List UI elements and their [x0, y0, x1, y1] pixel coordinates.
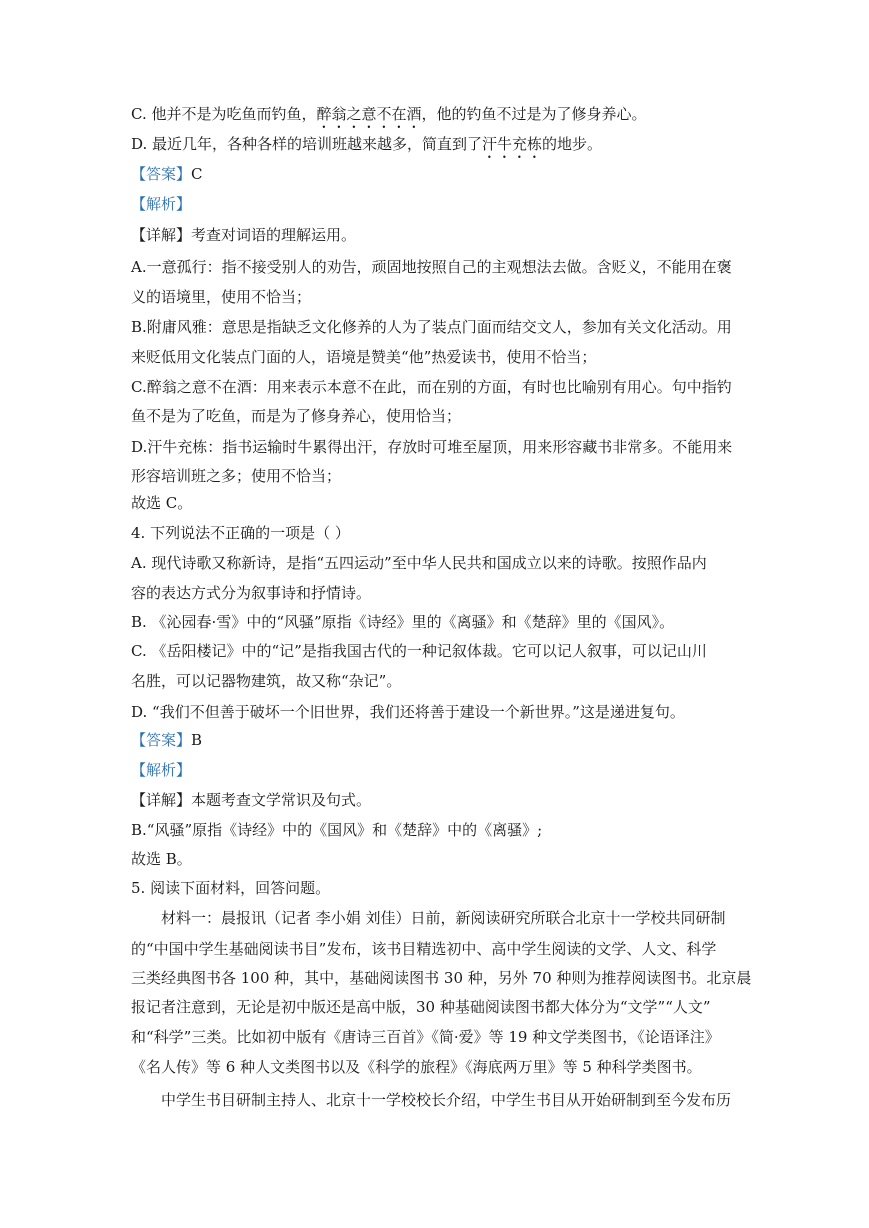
q4-analysis-label: 【解析】	[131, 761, 192, 779]
q4-detail: 【详解】本题考查文学常识及句式。	[131, 791, 372, 809]
q4-option-line: 名胜，可以记器物建筑，故又称“杂记”。	[131, 672, 402, 690]
q5-paragraph-line: 报记者注意到，无论是初中版还是高中版，30 种基础阅读图书都大体分为“文学”“人文”	[131, 998, 711, 1016]
q5-stem: 5. 阅读下面材料，回答问题。	[131, 879, 331, 897]
q3-explain-line: 形容培训班之多；使用不恰当；	[131, 467, 342, 485]
q3-option-c: C. 他并不是为吃鱼而钓鱼，醉翁之意不在酒，他的钓鱼不过是为了修身养心。	[131, 105, 647, 123]
q3-explain-line: 义的语境里，使用不恰当；	[131, 288, 312, 306]
q4-answer: 【答案】B	[131, 731, 203, 749]
q3-option-d: D. 最近几年，各种各样的培训班越来越多，简直到了汗牛充栋的地步。	[131, 135, 603, 153]
q4-option-line: B. 《沁园春·雪》中的“风骚”原指《诗经》里的《离骚》和《楚辞》里的《国风》。	[131, 613, 675, 631]
q3-conclusion: 故选 C。	[131, 494, 193, 512]
q5-paragraph-line: 和“科学”三类。比如初中版有《唐诗三百首》《简·爱》等 19 种文学类图书，《论语译注》	[131, 1028, 720, 1046]
emphasized-phrase: 汗牛充栋	[482, 135, 543, 153]
q5-paragraph-line: 的“中国中学生基础阅读书目”发布，该书目精选初中、高中学生阅读的文学、人文、科学	[131, 940, 717, 958]
q4-stem: 4. 下列说法不正确的一项是（ ）	[131, 524, 350, 542]
q3-explain-line: A.一意孤行：指不接受别人的劝告，顽固地按照自己的主观想法去做。含贬义，不能用在褒	[131, 258, 732, 276]
q4-option-line: D. “我们不但善于破坏一个旧世界，我们还将善于建设一个新世界。”这是递进复句。	[131, 703, 685, 721]
q4-conclusion: 故选 B。	[131, 850, 192, 868]
q3-explain-line: D.汗牛充栋：指书运输时牛累得出汗，存放时可堆至屋顶，用来形容藏书非常多。不能用来	[131, 438, 733, 456]
q3-answer: 【答案】C	[131, 165, 203, 183]
q3-explain-line: B.附庸风雅：意思是指缺乏文化修养的人为了装点门面而结交文人，参加有关文化活动。用	[131, 318, 732, 336]
emphasized-phrase: 醉翁之意不在酒	[316, 105, 422, 123]
q5-paragraph2-line: 中学生书目研制主持人、北京十一学校校长介绍，中学生书目从开始研制到至今发布历	[161, 1091, 732, 1109]
q4-option-line: C. 《岳阳楼记》中的“记”是指我国古代的一种记叙体裁。它可以记人叙事，可以记山川	[131, 642, 707, 660]
q3-explain-line: 来贬低用文化装点门面的人，语境是赞美“他”热爱读书，使用不恰当；	[131, 348, 597, 366]
q5-paragraph-line: 材料一：晨报讯（记者 李小娟 刘佳）日前，新阅读研究所联合北京十一学校共同研制	[161, 909, 726, 927]
q5-paragraph-line: 《名人传》等 6 种人文类图书以及《科学的旅程》《海底两万里》等 5 种科学类图书。	[131, 1058, 702, 1076]
q3-detail: 【详解】考查对词语的理解运用。	[131, 226, 357, 244]
q4-option-line: 容的表达方式分为叙事诗和抒情诗。	[131, 584, 372, 602]
q3-explain-line: C.醉翁之意不在酒：用来表示本意不在此，而在别的方面，有时也比喻别有用心。句中指钓	[131, 378, 732, 396]
q5-paragraph-line: 三类经典图书各 100 种，其中，基础阅读图书 30 种，另外 70 种则为推荐阅读图书。北京晨	[131, 969, 752, 987]
q3-analysis-label: 【解析】	[131, 195, 192, 213]
q4-option-line: A. 现代诗歌又称新诗，是指“五四运动”至中华人民共和国成立以来的诗歌。按照作品内	[131, 554, 707, 572]
q4-explain-line: B.“风骚”原指《诗经》中的《国风》和《楚辞》中的《离骚》;	[131, 821, 543, 839]
q3-explain-line: 鱼不是为了吃鱼，而是为了修身养心，使用恰当；	[131, 407, 462, 425]
